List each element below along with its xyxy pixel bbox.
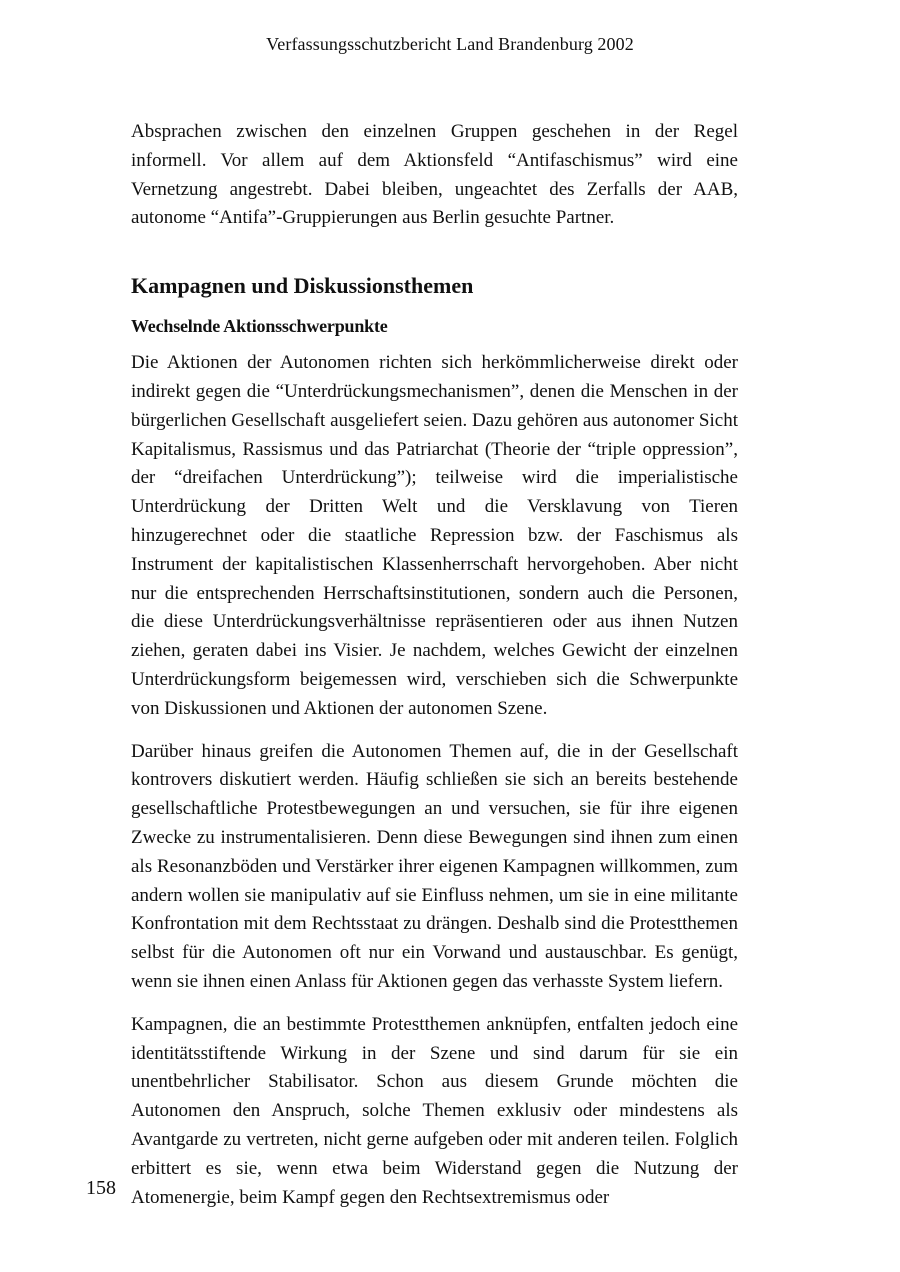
subsection-heading: Wechselnde Aktionsschwerpunkte bbox=[131, 316, 388, 337]
intro-paragraph: Absprachen zwischen den einzelnen Gruppen geschehen in der Regel informell. Vor allem auf dem Aktionsfeld “Antifaschismus” wird eine Vernetzung angestrebt. Dabei bleiben, ungeachtet des Zerfalls der AAB, autonome “Antifa”-Gruppierungen aus Berlin gesuchte Partner. bbox=[131, 121, 738, 229]
page-number: 158 bbox=[86, 1177, 116, 1199]
section-heading: Kampagnen und Diskussionsthemen bbox=[131, 273, 474, 299]
body-paragraph-3: Kampagnen, die an bestimmte Protestthemen anknüpfen, entfalten jedoch eine identitätsstiftende Wirkung in der Szene und sind darum für sie ein unentbehrlicher Stabilisator. Schon aus diesem Grunde möchten die Autonomen den Anspruch, solche Themen exklusiv oder mindestens als Avantgarde zu vertreten, nicht gerne aufgeben oder mit anderen teilen. Folglich erbittert es sie, wenn etwa beim Widerstand gegen die Nutzung der Atomenergie, beim Kampf gegen den Rechtsextremismus oder bbox=[131, 1013, 738, 1208]
page-content bbox=[131, 118, 738, 1212]
running-header: Verfassungsschutzbericht Land Brandenburg 2002 bbox=[266, 34, 634, 54]
body-paragraph-2: Darüber hinaus greifen die Autonomen Themen auf, die in der Gesellschaft kontrovers diskutiert werden. Häufig schließen sie sich an bereits bestehende gesellschaftliche Protestbewegungen an und versuchen, sie für ihre eigenen Zwecke zu instrumentalisieren. Denn diese Bewegungen sind ihnen zum einen als Resonanzböden und Verstärker ihrer eigenen Kampagnen willkommen, zum andern wollen sie manipulativ auf sie Einfluss nehmen, um sie in eine militante Konfrontation mit dem Rechtsstaat zu drängen. Deshalb sind die Protestthemen selbst für die Autonomen oft nur ein Vorwand und austauschbar. Es genügt, wenn sie ihnen einen Anlass für Aktionen gegen das verhasste System liefern. bbox=[131, 740, 738, 992]
body-paragraph-1: Die Aktionen der Autonomen richten sich herkömmlicherweise direkt oder indirekt gegen die “Unterdrückungsmechanismen”, denen die Menschen in der bürgerlichen Gesellschaft ausgeliefert seien. Dazu gehören aus autonomer Sicht Kapitalismus, Rassismus und das Patriarchat (Theorie der “triple oppression”, der “dreifachen Unterdrückung”); teilweise wird die imperialistische Unterdrückung der Dritten Welt und die Versklavung von Tieren hinzugerechnet oder die staatliche Repression bzw. der Faschismus als Instrument der kapitalistischen Klassenherrschaft hervorgehoben. Aber nicht nur die entsprechenden Herrschaftsinstitutionen, sondern auch die Personen, die diese Unterdrückungsverhältnisse repräsentieren oder aus ihnen Nutzen ziehen, geraten dabei ins Visier. Je nachdem, welches Gewicht der einzelnen Unterdrückungsform beigemessen wird, verschieben sich die Schwerpunkte von Diskussionen und Aktionen der autonomen Szene. bbox=[131, 352, 738, 719]
